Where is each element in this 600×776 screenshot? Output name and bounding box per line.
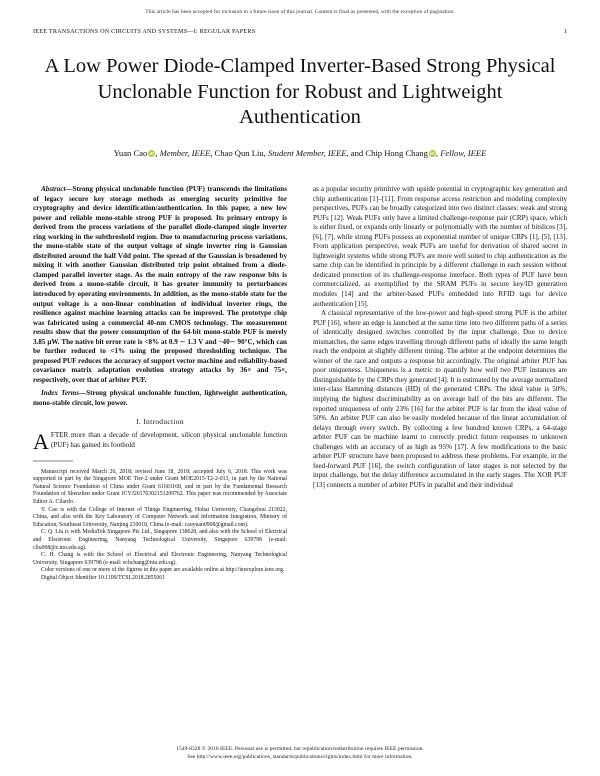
index-terms-text: Strong physical unclonable function, lightweight authentication, mono-stable circuit, low power.	[33, 389, 287, 408]
abstract-text: Strong physical unclonable function (PUF) transcends the limitations of legacy secure key storage methods as emerging security primitive for cryptography and device identification/authentication. In this paper, a new low power and reliable mono-stable strong PUF is proposed. Its primary entropy is derived from the process variations of the parallel diode-clamped single inverter ring working in the subthreshold region. Due to manufacturing process variations, the mono-stable state of the output voltage of single inverter ring is Gaussian distributed around the half Vdd point. The spread of the Gaussian is broadened by mixing it with another Gaussian distributed trip point obtained from a diode-clamped parallel inverter stage. As the main entropy of the raw response bits is derived from a mono-stable circuit, it has greater immunity to perturbances introduced by operating environments. In addition, as the mono-stable state for the output voltage is a non-linear combination of individual inverter rings, the resilience against machine learning attacks can be improved. The prototype chip was fabricated using a commercial 40-nm CMOS technology. The measurement results show that the power consumption of the 64-bit mono-stable PUF is merely 3.85 μW. The native bit error rate is <8% at 0.9 ∼ 1.3 V and −40∼ 90°C, which can be further reduced to <1% using the proposed thresholding technique. The proposed PUF reduces the accuracy of support vector machine and reliability-based covariance matrix adaptation evolution strategy attacks by 36× and 75×, respectively, over that of arbiter PUF.	[33, 185, 287, 384]
footnotes	[33, 469, 287, 583]
copyright-line: 1549-8328 © 2018 IEEE. Personal use is permitted, but republication/redistribution requires IEEE permission.	[176, 746, 424, 752]
abstract	[33, 185, 287, 385]
copyright-footer	[0, 745, 600, 761]
abstract-label: Abstract—	[41, 185, 73, 193]
paper-title: A Low Power Diode-Clamped Inverter-Based Strong Physical Unclonable Function for Robust and Lightweight Authentication	[44, 55, 556, 128]
footnote-doi: Digital Object Identifier 10.1109/TCSI.2018.2855061	[41, 574, 166, 581]
rights-link[interactable]: See http://www.ieee.org/publications_standards/publications/rights/index.html for more information.	[187, 754, 413, 760]
intro-paragraph	[33, 429, 287, 455]
body-paragraph: A classical representative of the low-power and high-speed strong PUF is the arbiter PUF [16], where an edge is launched at the same time into two different paths of a series of identically designed switches controlled by the input challenge. Due to device mismatches, the same edges travelling through different paths of ideally the same length reach the endpoint at slightly different timing. The arbiter at the endpoint determines the winner of the race and outputs a response bit accordingly. The original arbiter PUF has poor uniqueness. Uniqueness is a metric to quantify how well two PUF instances are distinguishable by the CRPs they generated [4]. It is estimated by the average normalized inter-class Hamming distances (HD) of the generated CRPs. The ideal value is 50%, implying the highest discriminability as on average half of the bits are different. The reported uniqueness of only 23% [16] for the arbiter PUF is far from the ideal value of 50%. An arbiter PUF can also be easily modeled because of the linear accumulation of delays through every switch. By collecting a few hundred known CRPs, a 64-stage arbiter PUF can be machine learnt to correctly predict future responses to unknown challenges with an accuracy of as high as 95% [17]. A few modifications to the basic arbiter PUF structure have been proposed to address these problems. For example, in the feed-forward PUF [16], the switch configuration of later stages is not selected by the input challenge, but the delay difference accumulated in the early stages. The XOR PUF [13] connects a number of arbiter PUFs in parallel and their individual	[313, 309, 567, 489]
footnote-author: C. H. Chang is with the School of Electrical and Electronic Engineering, Nanyang Technological University, Singapore 639798 (e-mail: echchang@ntu.edu.sg).	[33, 552, 287, 566]
section-heading: I. Introduction	[136, 416, 184, 426]
acceptance-notice: This article has been accepted for inclusion in a future issue of this journal. Content is final as presented, with the exception of pagination.	[145, 9, 455, 15]
body-paragraph: as a popular security primitive with upside potential in cryptographic key generation and chip authentication [1]–[11]. From response access restriction and modeling complexity perspectives, PUFs can be broadly categorized into two distinct classes: weak and strong PUFs [12]. Weak PUFs only have a limited challenge-response pair (CRP) space, which is either fixed, or expands only linearly or polynomially with the number of bitslices [3], [6], [7], while strong PUFs possess an exponential number of unique CRPs [1], [5], [13]. From application perspective, weak PUFs are useful for derivation of shared secret in lightweight systems while strong PUFs are more well suited to chip authentication as the same chip can be identified in principle by a different challenge in each session without dedicated protection of its challenge-response interface. Both types of PUF have been commercialized, as exemplified by the SRAM PUFs in secure key/ID generation modules [14] and the arbiter-based PUFs embedded into RFID tags for device authentication [15].	[313, 185, 567, 308]
index-terms	[33, 389, 287, 408]
footnote-manuscript: Manuscript received March 26, 2018; revised June 18, 2018; accepted July 6, 2018. This work was supported in part by the Singapore MOE Tier-2 under Grant MOE2015-T2-2-013, in part by the National Natural Science Foundation of China under Grant 61601168, and in part by the Fundamental Research Foundation of Shenzhen under Grant JCYJ20170302151209762. This paper was recommended by Associate Editor A. Cilardo.	[33, 468, 287, 506]
right-column	[313, 185, 567, 491]
footnote-color: Color versions of one or more of the figures in this paper are available online at http://ieeexplore.ieee.org.	[41, 567, 285, 574]
footnote-author: C. Q. Liu is with MediaTek Singapore Pte Ltd., Singapore 138628, and also with the School of Electrical and Electronic Engineering, Nanyang Technological University, Singapore 639798 (e-mail: cliu008@e.ntu.edu.sg).	[33, 529, 287, 551]
left-column	[33, 185, 287, 583]
author-affiliation-role: , Fellow, IEEE	[435, 148, 487, 158]
intro-text: FTER more than a decade of development, silicon physical unclonable function (PUF) has gained its foothold	[50, 431, 287, 449]
running-head	[33, 28, 567, 35]
author-affiliation-role: , Student Member, IEEE,	[263, 148, 351, 158]
author-name: Chao Qun Liu	[214, 148, 264, 158]
drop-cap: A	[33, 429, 49, 455]
page-number: 1	[563, 28, 567, 35]
author-name: and Chip Hong Chang	[350, 148, 428, 158]
index-terms-label: Index Terms—	[41, 389, 87, 398]
orcid-icon[interactable]: iD	[430, 151, 435, 156]
journal-name: IEEE TRANSACTIONS ON CIRCUITS AND SYSTEMS—I: REGULAR PAPERS	[33, 28, 256, 35]
orcid-icon[interactable]: iD	[149, 151, 155, 156]
author-affiliation-role: , Member, IEEE,	[155, 148, 215, 158]
author-line	[20, 148, 580, 159]
footnote-author: Y. Cao is with the College of Internet of Things Engineering, Hohai University, Changzhou 213022, China, and also with the Key Laboratory of Computer Network and Information Integration, Ministry of Education, Southeast University, Nanjing 210018, China (e-mail: caoyuan0908@gmail.com).	[33, 506, 287, 528]
footnote-divider	[33, 457, 287, 465]
author-name: Yuan Cao	[113, 148, 148, 158]
